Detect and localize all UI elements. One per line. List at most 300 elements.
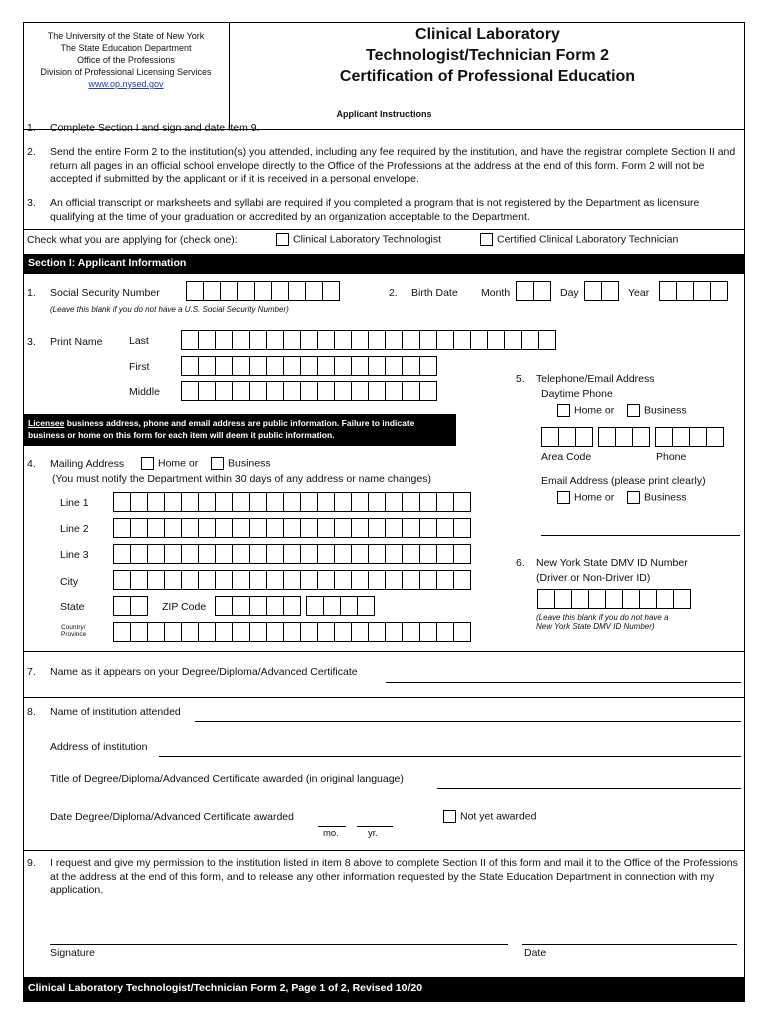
char-box[interactable] <box>368 518 386 538</box>
char-box[interactable] <box>317 492 335 512</box>
checkbox[interactable] <box>627 491 640 504</box>
char-box[interactable] <box>113 544 131 564</box>
char-box[interactable] <box>334 544 352 564</box>
char-box[interactable] <box>453 330 471 350</box>
char-box[interactable] <box>351 518 369 538</box>
divider <box>23 850 745 851</box>
last-label: Last <box>129 335 149 347</box>
char-box[interactable] <box>368 570 386 590</box>
footer: Clinical Laboratory Technologist/Technician Form 2, Page 1 of 2, Revised 10/20 <box>23 977 745 1001</box>
option-label: Business <box>644 404 687 417</box>
char-box[interactable] <box>266 356 284 376</box>
char-box[interactable] <box>198 330 216 350</box>
char-box[interactable] <box>283 356 301 376</box>
char-box[interactable] <box>283 492 301 512</box>
char-box[interactable] <box>385 492 403 512</box>
char-box[interactable] <box>368 492 386 512</box>
char-box[interactable] <box>575 427 593 447</box>
char-box[interactable] <box>351 356 369 376</box>
char-box[interactable] <box>130 544 148 564</box>
option-label: Not yet awarded <box>460 810 537 823</box>
item-num: 6. <box>516 557 525 569</box>
item-num: 2. <box>389 287 398 299</box>
char-box[interactable] <box>453 518 471 538</box>
phone-input[interactable] <box>541 427 723 447</box>
char-box[interactable] <box>385 330 403 350</box>
degree-date-label: Date Degree/Diploma/Advanced Certificate awarded <box>50 811 294 823</box>
date-input[interactable] <box>522 944 737 945</box>
char-box[interactable] <box>215 330 233 350</box>
char-box[interactable] <box>198 492 216 512</box>
title-line: Clinical Laboratory <box>415 26 560 43</box>
char-box[interactable] <box>300 622 318 642</box>
char-box[interactable] <box>402 492 420 512</box>
char-box[interactable] <box>402 570 420 590</box>
char-box[interactable] <box>689 427 707 447</box>
country-label <box>61 624 86 638</box>
instruction-num: 1. <box>27 122 36 134</box>
char-box[interactable] <box>436 570 454 590</box>
char-box[interactable] <box>164 544 182 564</box>
char-box[interactable] <box>710 281 728 301</box>
mailing-business-option[interactable] <box>211 457 271 470</box>
char-box[interactable] <box>266 518 284 538</box>
char-box[interactable] <box>419 570 437 590</box>
char-box[interactable] <box>130 570 148 590</box>
char-box[interactable] <box>436 518 454 538</box>
char-box[interactable] <box>186 281 204 301</box>
char-box[interactable] <box>203 281 221 301</box>
day-input[interactable] <box>584 281 618 301</box>
char-box[interactable] <box>164 518 182 538</box>
char-box[interactable] <box>113 596 131 616</box>
char-box[interactable] <box>622 589 640 609</box>
degree-name-input[interactable] <box>386 682 741 683</box>
char-box[interactable] <box>249 596 267 616</box>
char-box[interactable] <box>656 589 674 609</box>
item-num: 4. <box>27 458 36 470</box>
char-box[interactable] <box>317 518 335 538</box>
char-box[interactable] <box>130 492 148 512</box>
char-box[interactable] <box>300 544 318 564</box>
char-box[interactable] <box>351 330 369 350</box>
zip-input[interactable] <box>215 596 374 616</box>
year-label: Year <box>628 287 650 299</box>
char-box[interactable] <box>672 427 690 447</box>
char-box[interactable] <box>368 381 386 401</box>
char-box[interactable] <box>351 622 369 642</box>
char-box[interactable] <box>249 544 267 564</box>
char-box[interactable] <box>181 570 199 590</box>
char-box[interactable] <box>659 281 677 301</box>
char-box[interactable] <box>402 381 420 401</box>
char-box[interactable] <box>402 356 420 376</box>
char-box[interactable] <box>147 518 165 538</box>
char-box[interactable] <box>249 330 267 350</box>
checkbox[interactable] <box>141 457 154 470</box>
char-box[interactable] <box>317 356 335 376</box>
char-box[interactable] <box>181 518 199 538</box>
char-box[interactable] <box>385 622 403 642</box>
institution-address-input[interactable] <box>159 756 741 757</box>
char-box[interactable] <box>385 381 403 401</box>
char-box[interactable] <box>181 622 199 642</box>
dmv-input[interactable] <box>537 589 690 609</box>
char-box[interactable] <box>249 622 267 642</box>
char-box[interactable] <box>533 281 551 301</box>
notice-underlined: Licensee <box>28 418 65 428</box>
option-technician[interactable] <box>480 233 678 246</box>
char-box[interactable] <box>676 281 694 301</box>
char-box[interactable] <box>164 622 182 642</box>
char-box[interactable] <box>147 622 165 642</box>
checkbox[interactable] <box>557 491 570 504</box>
char-box[interactable] <box>130 596 148 616</box>
char-box[interactable] <box>334 518 352 538</box>
area-code-label: Area Code <box>541 451 592 463</box>
mailing-note: (You must notify the Department within 30 days of any address or name changes) <box>52 473 431 485</box>
country-input[interactable] <box>113 622 470 642</box>
char-box[interactable] <box>419 356 437 376</box>
char-box[interactable] <box>249 381 267 401</box>
institution-label: Name of institution attended <box>50 706 181 718</box>
char-box[interactable] <box>334 330 352 350</box>
char-box[interactable] <box>266 596 284 616</box>
char-box[interactable] <box>632 427 650 447</box>
char-box[interactable] <box>554 589 572 609</box>
char-box[interactable] <box>317 330 335 350</box>
char-box[interactable] <box>300 492 318 512</box>
char-box[interactable] <box>283 596 301 616</box>
middle-label: Middle <box>129 386 160 398</box>
degree-title-label: Title of Degree/Diploma/Advanced Certificate awarded (in original language) <box>50 773 404 785</box>
char-box[interactable] <box>198 544 216 564</box>
char-box[interactable] <box>419 544 437 564</box>
degree-month-input[interactable] <box>318 826 346 827</box>
char-box[interactable] <box>598 427 616 447</box>
char-box[interactable] <box>537 589 555 609</box>
char-box[interactable] <box>368 356 386 376</box>
year-input[interactable] <box>659 281 727 301</box>
char-box[interactable] <box>436 544 454 564</box>
char-box[interactable] <box>487 330 505 350</box>
char-box[interactable] <box>164 492 182 512</box>
char-box[interactable] <box>147 492 165 512</box>
char-box[interactable] <box>538 330 556 350</box>
month-input[interactable] <box>516 281 550 301</box>
divider <box>23 697 745 698</box>
char-box[interactable] <box>113 518 131 538</box>
char-box[interactable] <box>283 622 301 642</box>
checkbox[interactable] <box>627 404 640 417</box>
degree-title-input[interactable] <box>437 788 741 789</box>
char-box[interactable] <box>283 570 301 590</box>
option-label: Certified Clinical Laboratory Technician <box>497 233 679 246</box>
phone-home-option[interactable] <box>557 404 614 417</box>
mailing-label: Mailing Address <box>50 458 125 470</box>
char-box[interactable] <box>334 570 352 590</box>
char-box[interactable] <box>300 381 318 401</box>
char-box[interactable] <box>351 544 369 564</box>
char-box[interactable] <box>334 356 352 376</box>
address-line2-input[interactable] <box>113 518 470 538</box>
char-box[interactable] <box>436 492 454 512</box>
char-box[interactable] <box>639 589 657 609</box>
char-box[interactable] <box>198 570 216 590</box>
char-box[interactable] <box>147 544 165 564</box>
char-box[interactable] <box>357 596 375 616</box>
item-num: 3. <box>27 336 36 348</box>
item-num: 5. <box>516 373 525 385</box>
char-box[interactable] <box>402 518 420 538</box>
email-input[interactable] <box>541 535 740 536</box>
char-box[interactable] <box>306 596 324 616</box>
char-box[interactable] <box>693 281 711 301</box>
char-box[interactable] <box>317 544 335 564</box>
middle-name-input[interactable] <box>181 381 436 401</box>
dmv-note <box>536 613 669 631</box>
char-box[interactable] <box>249 518 267 538</box>
char-box[interactable] <box>271 281 289 301</box>
line2-label: Line 2 <box>60 523 89 535</box>
website-link[interactable]: www.op.nysed.gov <box>88 79 164 89</box>
char-box[interactable] <box>470 330 488 350</box>
checkbox[interactable] <box>276 233 289 246</box>
option-label: Business <box>228 457 271 470</box>
char-box[interactable] <box>249 492 267 512</box>
checkbox[interactable] <box>480 233 493 246</box>
char-box[interactable] <box>305 281 323 301</box>
char-box[interactable] <box>300 518 318 538</box>
char-box[interactable] <box>340 596 358 616</box>
char-box[interactable] <box>215 356 233 376</box>
char-box[interactable] <box>453 570 471 590</box>
char-box[interactable] <box>198 356 216 376</box>
char-box[interactable] <box>215 492 233 512</box>
char-box[interactable] <box>402 622 420 642</box>
item-num: 9. <box>27 857 36 869</box>
char-box[interactable] <box>317 381 335 401</box>
char-box[interactable] <box>181 330 199 350</box>
char-box[interactable] <box>368 544 386 564</box>
char-box[interactable] <box>385 544 403 564</box>
char-box[interactable] <box>453 492 471 512</box>
char-box[interactable] <box>283 518 301 538</box>
char-box[interactable] <box>402 544 420 564</box>
char-box[interactable] <box>237 281 255 301</box>
char-box[interactable] <box>232 518 250 538</box>
city-input[interactable] <box>113 570 470 590</box>
char-box[interactable] <box>254 281 272 301</box>
country-label-line: Province <box>61 631 87 638</box>
char-box[interactable] <box>232 492 250 512</box>
char-box[interactable] <box>300 330 318 350</box>
char-box[interactable] <box>419 622 437 642</box>
char-box[interactable] <box>323 596 341 616</box>
char-box[interactable] <box>571 589 589 609</box>
char-box[interactable] <box>368 622 386 642</box>
first-name-input[interactable] <box>181 356 436 376</box>
char-box[interactable] <box>615 427 633 447</box>
email-business-option[interactable] <box>627 491 687 504</box>
institution-address-label: Address of institution <box>50 741 148 753</box>
char-box[interactable] <box>181 492 199 512</box>
last-name-input[interactable] <box>181 330 555 350</box>
char-box[interactable] <box>198 622 216 642</box>
char-box[interactable] <box>232 570 250 590</box>
checkbox[interactable] <box>443 810 456 823</box>
char-box[interactable] <box>266 570 284 590</box>
name-label: Print Name <box>50 336 103 348</box>
char-box[interactable] <box>385 570 403 590</box>
char-box[interactable] <box>706 427 724 447</box>
char-box[interactable] <box>385 356 403 376</box>
item-num: 1. <box>27 287 36 299</box>
title-line: Certification of Professional Education <box>339 68 636 85</box>
char-box[interactable] <box>351 381 369 401</box>
char-box[interactable] <box>584 281 602 301</box>
option-label: Home or <box>574 491 615 504</box>
char-box[interactable] <box>605 589 623 609</box>
char-box[interactable] <box>516 281 534 301</box>
char-box[interactable] <box>232 330 250 350</box>
char-box[interactable] <box>504 330 522 350</box>
char-box[interactable] <box>283 544 301 564</box>
char-box[interactable] <box>198 381 216 401</box>
char-box[interactable] <box>220 281 238 301</box>
char-box[interactable] <box>419 492 437 512</box>
char-box[interactable] <box>283 381 301 401</box>
char-box[interactable] <box>541 427 559 447</box>
char-box[interactable] <box>249 356 267 376</box>
daytime-phone-label: Daytime Phone <box>541 388 613 400</box>
degree-year-input[interactable] <box>357 826 393 827</box>
char-box[interactable] <box>130 518 148 538</box>
char-box[interactable] <box>368 330 386 350</box>
state-input[interactable] <box>113 596 147 616</box>
char-box[interactable] <box>266 381 284 401</box>
char-box[interactable] <box>215 381 233 401</box>
address-line3-input[interactable] <box>113 544 470 564</box>
char-box[interactable] <box>334 622 352 642</box>
char-box[interactable] <box>266 330 284 350</box>
char-box[interactable] <box>317 570 335 590</box>
consent-text: I request and give my permission to the institution listed in item 8 above to complete Section II of this form and mail it to the Office of the Professions at the address at the end of this form, and to release any other information requested by the State Education Department in connection with my application. <box>50 857 738 896</box>
checkbox[interactable] <box>211 457 224 470</box>
char-box[interactable] <box>266 622 284 642</box>
instruction-text: Send the entire Form 2 to the institution(s) you attended, including any fee required by the institution, and have the registrar complete Section II and return all pages in an official school envelope directly to the Office of the Professions at the address at the end of this form. Form 2 will not be accepted if submitted by the applicant or if it is received in a personal envelope. <box>50 146 736 185</box>
char-box[interactable] <box>436 622 454 642</box>
agency-line: Division of Professional Licensing Services <box>40 67 212 77</box>
title-line: Technologist/Technician Form 2 <box>366 47 609 64</box>
char-box[interactable] <box>181 356 199 376</box>
char-box[interactable] <box>300 356 318 376</box>
char-box[interactable] <box>266 544 284 564</box>
instruction-num: 3. <box>27 197 36 209</box>
char-box[interactable] <box>147 570 165 590</box>
char-box[interactable] <box>266 492 284 512</box>
char-box[interactable] <box>334 381 352 401</box>
char-box[interactable] <box>215 544 233 564</box>
char-box[interactable] <box>113 570 131 590</box>
mailing-home-option[interactable] <box>141 457 198 470</box>
char-box[interactable] <box>181 381 199 401</box>
char-box[interactable] <box>181 544 199 564</box>
char-box[interactable] <box>351 570 369 590</box>
divider <box>23 229 745 230</box>
char-box[interactable] <box>453 622 471 642</box>
char-box[interactable] <box>249 570 267 590</box>
char-box[interactable] <box>232 356 250 376</box>
institution-input[interactable] <box>195 721 741 722</box>
option-label: Home or <box>574 404 615 417</box>
option-technologist[interactable] <box>276 233 441 246</box>
phone-email-label: Telephone/Email Address <box>536 373 655 385</box>
item-num: 7. <box>27 666 36 678</box>
checkbox[interactable] <box>557 404 570 417</box>
char-box[interactable] <box>198 518 216 538</box>
option-label: Home or <box>158 457 199 470</box>
char-box[interactable] <box>436 330 454 350</box>
char-box[interactable] <box>232 381 250 401</box>
char-box[interactable] <box>215 596 233 616</box>
ssn-input[interactable] <box>186 281 339 301</box>
instruction-text: Complete Section I and sign and date item 9. <box>50 122 260 134</box>
char-box[interactable] <box>317 622 335 642</box>
char-box[interactable] <box>521 330 539 350</box>
char-box[interactable] <box>351 492 369 512</box>
not-yet-awarded-option[interactable] <box>443 810 536 823</box>
country-label-line: Country/ <box>61 624 86 631</box>
signature-input[interactable] <box>50 944 508 945</box>
mo-label: mo. <box>323 828 339 839</box>
char-box[interactable] <box>232 622 250 642</box>
char-box[interactable] <box>232 596 250 616</box>
char-box[interactable] <box>215 518 233 538</box>
address-line1-input[interactable] <box>113 492 470 512</box>
char-box[interactable] <box>113 622 131 642</box>
char-box[interactable] <box>288 281 306 301</box>
char-box[interactable] <box>419 381 437 401</box>
phone-business-option[interactable] <box>627 404 687 417</box>
char-box[interactable] <box>402 330 420 350</box>
email-home-option[interactable] <box>557 491 614 504</box>
char-box[interactable] <box>453 544 471 564</box>
char-box[interactable] <box>283 330 301 350</box>
char-box[interactable] <box>558 427 576 447</box>
char-box[interactable] <box>419 330 437 350</box>
char-box[interactable] <box>334 492 352 512</box>
char-box[interactable] <box>419 518 437 538</box>
char-box[interactable] <box>655 427 673 447</box>
first-label: First <box>129 361 150 373</box>
char-box[interactable] <box>601 281 619 301</box>
char-box[interactable] <box>215 570 233 590</box>
char-box[interactable] <box>385 518 403 538</box>
birth-label: Birth Date <box>411 287 458 299</box>
char-box[interactable] <box>215 622 233 642</box>
dmv-sub: (Driver or Non-Driver ID) <box>536 572 651 584</box>
char-box[interactable] <box>113 492 131 512</box>
phone-number-label: Phone <box>656 451 687 463</box>
char-box[interactable] <box>232 544 250 564</box>
char-box[interactable] <box>300 570 318 590</box>
char-box[interactable] <box>130 622 148 642</box>
char-box[interactable] <box>164 570 182 590</box>
char-box[interactable] <box>588 589 606 609</box>
char-box[interactable] <box>673 589 691 609</box>
char-box[interactable] <box>322 281 340 301</box>
